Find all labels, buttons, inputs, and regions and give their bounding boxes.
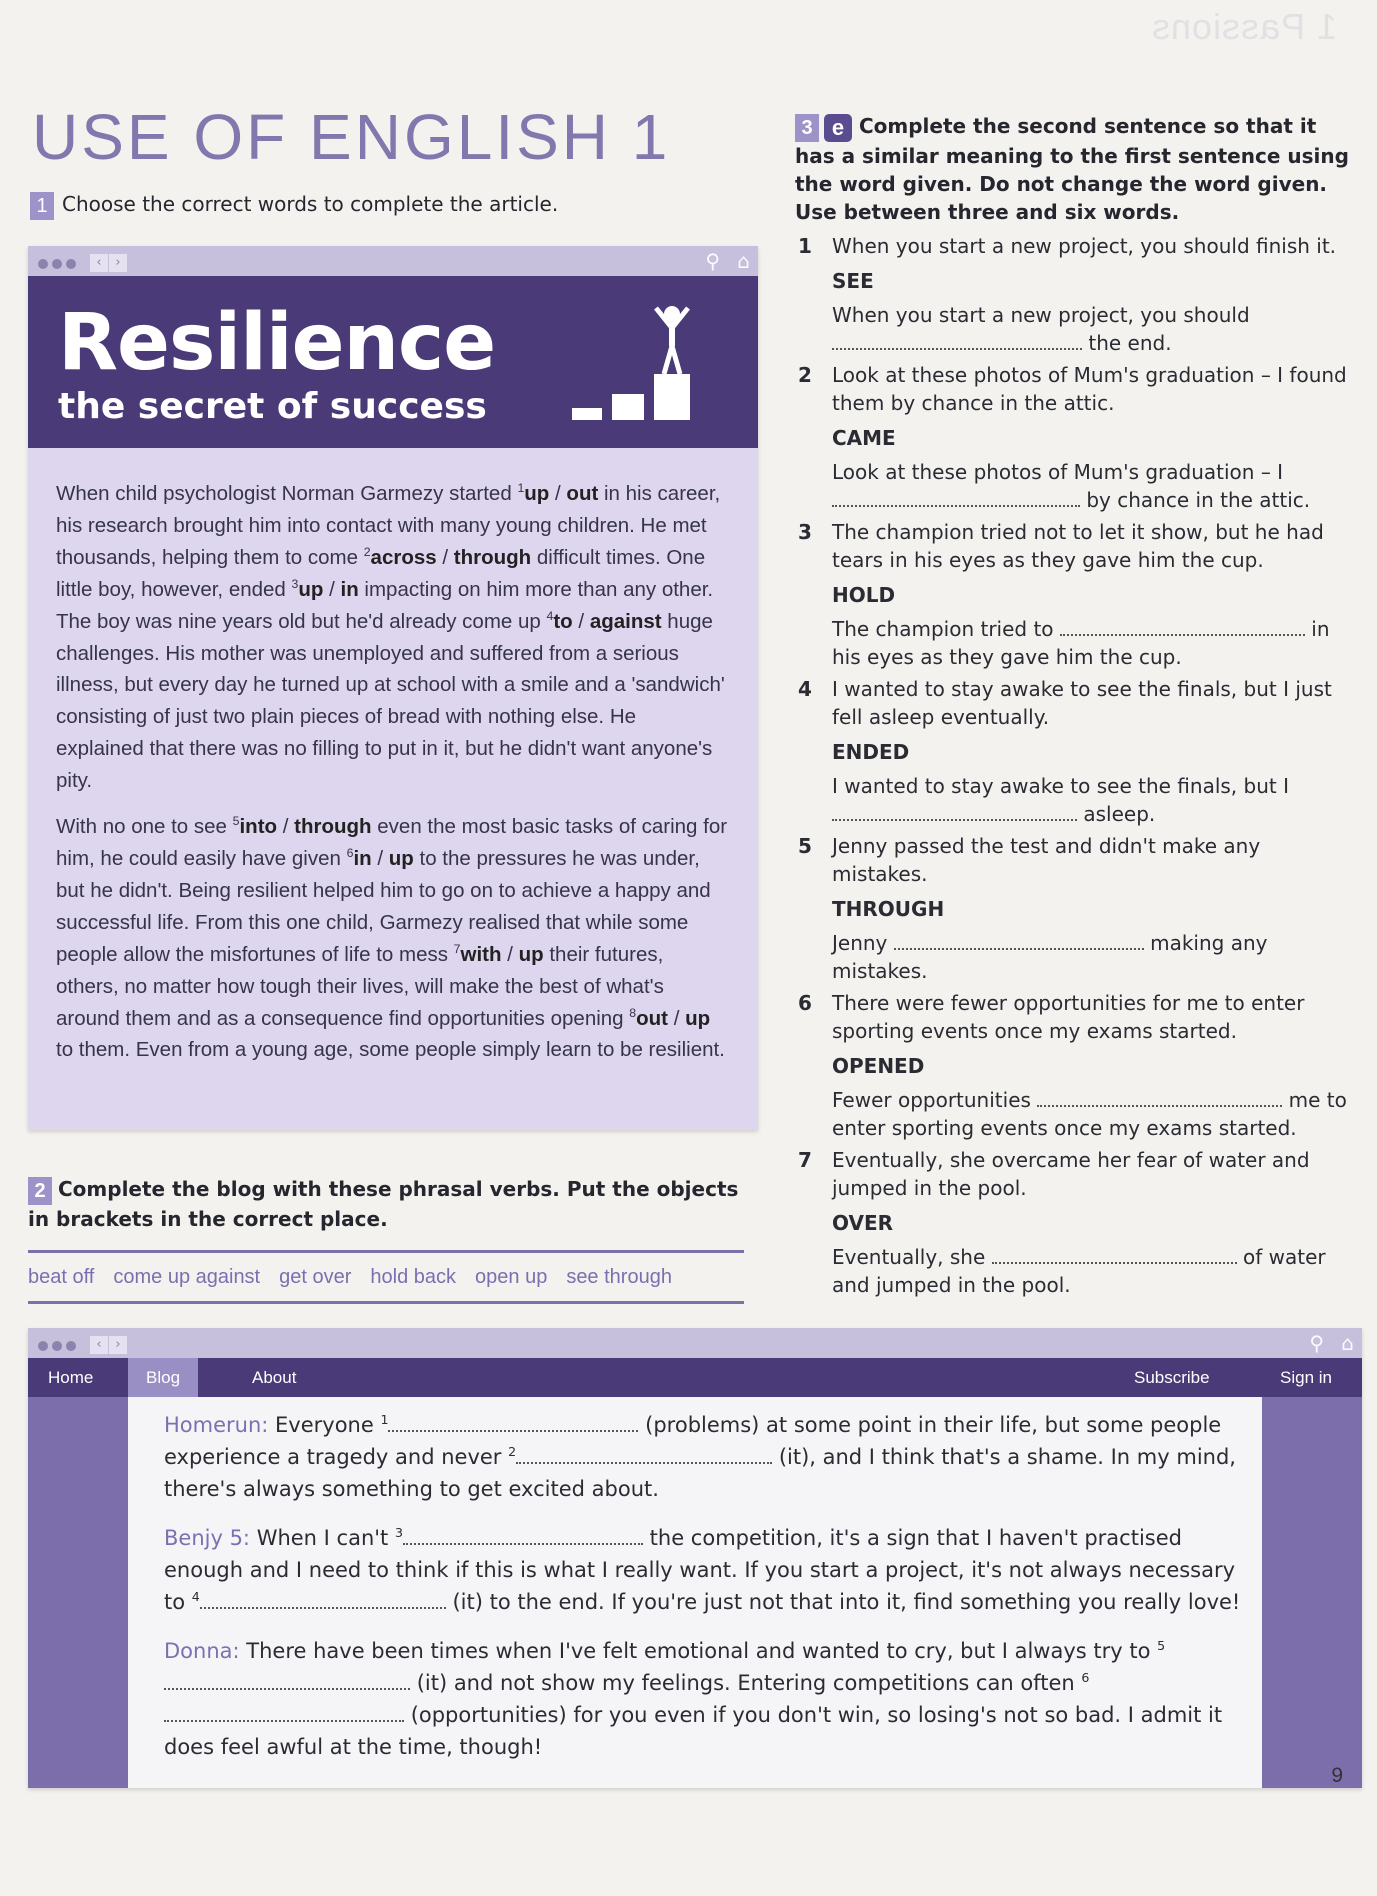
answer-blank[interactable]: [894, 930, 1144, 950]
answer-blank[interactable]: [516, 1444, 772, 1464]
list-item: 5 Jenny passed the test and didn't make any mistakes. THROUGH Jenny making any mistakes.: [798, 834, 1268, 983]
exercise-3-text: Complete the second sentence so that it has a similar meaning to the first sentence using the word given. Do not change the word given. Use between three and six words.: [795, 114, 1349, 224]
forward-arrow-icon: ›: [109, 1336, 127, 1354]
search-icon: ⚲: [1309, 1331, 1324, 1355]
podium-figure-icon: [568, 288, 718, 438]
browser-bar: [28, 246, 758, 276]
list-item: 2 Look at these photos of Mum's graduation – I found them by chance in the attic. CAME Look at these photos of Mum's graduation – I by chance in the attic.: [798, 363, 1347, 512]
exercise-3-list: [798, 232, 1362, 1303]
blog-nav: [28, 1358, 1362, 1397]
nav-blog[interactable]: Blog: [128, 1358, 198, 1397]
article-paragraph-1: When child psychologist Norman Garmezy started $^1$up / out in his career, his research brought him into contact with many young children. He met thousands, helping them to come $^2$across / through difficult times. One little boy, however, ended $^3$up / in impacting on him more than any other. The boy was nine years old but he'd already come up $^4$to / against huge challenges. His mother was unemployed and suffered from a serious illness, but every day he turned up at school with a smile and a 'sandwich' consisting of just two plain pieces of bread with nothing else. He explained that there was no filling to put in it, but he didn't want anyone's pity.: [56, 481, 725, 793]
window-dots: [38, 254, 80, 273]
home-icon: ⌂: [1341, 1331, 1354, 1355]
list-item: 6 There were fewer opportunities for me to enter sporting events once my exams started. OPENED Fewer opportunities me to enter sporting events once my exams started.: [798, 991, 1347, 1140]
article-window: [28, 246, 758, 1130]
browser-bar: [28, 1328, 1362, 1358]
verb-item: get over: [279, 1266, 352, 1288]
exercise-3-instruction: [795, 112, 1355, 226]
answer-blank[interactable]: [832, 330, 1082, 350]
article-paragraph-2: With no one to see $^5$into / through even the most basic tasks of caring for him, he could easily have given $^6$in / up to the pressures he was under, but he didn't. Being resilient helped him to go on to achieve a happy and successful life. From this one child, Garmezy realised that while some people allow the misfortunes of life to mess $^7$with / up their futures, others, no matter how tough their lives, will make the best of what's around them and as a consequence find opportunities opening $^8$out / up to them. Even from a young age, some people simply learn to be resilient.: [56, 814, 728, 1062]
answer-blank[interactable]: [388, 1412, 638, 1432]
article-banner: [28, 276, 758, 448]
right-sidebar: [1262, 1397, 1362, 1788]
verb-item: hold back: [370, 1266, 457, 1288]
blog-post: Donna: There have been times when I've felt emotional and wanted to cry, but I always try to $^5$ (it) and not show my feelings. Entering competitions can often $^6$ (opportunities) for you even if you don't win, so losing's not so bad. I admit it does feel awful at the time, though!: [164, 1638, 1223, 1759]
answer-blank[interactable]: [1060, 616, 1305, 636]
banner-subtitle: the secret of success: [58, 386, 487, 427]
exercise-badge: e: [824, 114, 852, 142]
verb-item: open up: [475, 1266, 548, 1288]
window-dots: [38, 1336, 80, 1355]
home-icon: ⌂: [737, 249, 750, 273]
answer-blank[interactable]: [164, 1670, 410, 1690]
nav-about[interactable]: About: [252, 1368, 297, 1387]
nav-sign-in[interactable]: Sign in: [1280, 1368, 1332, 1387]
answer-blank[interactable]: [992, 1244, 1237, 1264]
exercise-2-text: Complete the blog with these phrasal verbs. Put the objects in brackets in the correct place.: [28, 1177, 739, 1231]
search-icon: ⚲: [705, 249, 720, 273]
list-item: 1 When you start a new project, you should finish it. SEE When you start a new project, you should the end.: [798, 234, 1337, 355]
verb-item: beat off: [28, 1266, 95, 1288]
forward-arrow-icon: ›: [109, 254, 127, 272]
back-arrow-icon: ‹: [90, 1336, 108, 1354]
exercise-1-text: Choose the correct words to complete the article.: [62, 192, 559, 216]
list-item: 3 The champion tried not to let it show, but he had tears in his eyes as they gave him the cup. HOLD The champion tried to in his eyes as they gave him the cup.: [798, 520, 1330, 669]
answer-blank[interactable]: [164, 1702, 404, 1722]
ghost-header: 1 Passions: [1150, 6, 1337, 47]
answer-blank[interactable]: [832, 801, 1077, 821]
exercise-1-number: 1: [30, 192, 54, 220]
answer-blank[interactable]: [832, 487, 1080, 507]
verb-item: see through: [566, 1266, 672, 1288]
verb-item: come up against: [113, 1266, 261, 1288]
article-body: [28, 448, 758, 1130]
phrasal-verbs-box: [28, 1250, 744, 1304]
list-item: 7 Eventually, she overcame her fear of water and jumped in the pool. OVER Eventually, she of water and jumped in the pool.: [798, 1148, 1326, 1297]
nav-home[interactable]: Home: [48, 1368, 94, 1387]
page-number: 9: [1331, 1764, 1343, 1787]
nav-arrows: [90, 251, 128, 272]
exercise-3-number: 3: [795, 114, 819, 142]
nav-subscribe[interactable]: Subscribe: [1134, 1368, 1210, 1387]
blog-post: Benjy 5: When I can't $^3$ the competition, it's a sign that I haven't practised enough and I need to think if this is what I really want. If you start a project, it's not always necessary to $^4$ (it) to the end. If you're just not that into it, find something you really love!: [164, 1525, 1241, 1614]
answer-blank[interactable]: [1037, 1087, 1282, 1107]
exercise-1-instruction: [30, 190, 570, 220]
banner-title: Resilience: [58, 298, 496, 388]
list-item: 4 I wanted to stay awake to see the finals, but I just fell asleep eventually. ENDED I wanted to stay awake to see the finals, but I asleep.: [798, 677, 1332, 826]
blog-window: [28, 1328, 1362, 1788]
blog-body: [128, 1397, 1262, 1788]
back-arrow-icon: ‹: [90, 254, 108, 272]
blog-post: Homerun: Everyone $^1$ (problems) at some point in their life, but some people experience a tragedy and never $^2$ (it), and I think that's a shame. In my mind, there's always something to get excited about.: [164, 1412, 1236, 1501]
answer-blank[interactable]: [403, 1525, 643, 1545]
nav-arrows: [90, 1333, 128, 1354]
exercise-2-number: 2: [28, 1177, 52, 1205]
answer-blank[interactable]: [200, 1589, 446, 1609]
exercise-2-instruction: [28, 1175, 748, 1233]
left-sidebar: [28, 1397, 128, 1788]
page-title: USE OF ENGLISH 1: [32, 101, 671, 173]
